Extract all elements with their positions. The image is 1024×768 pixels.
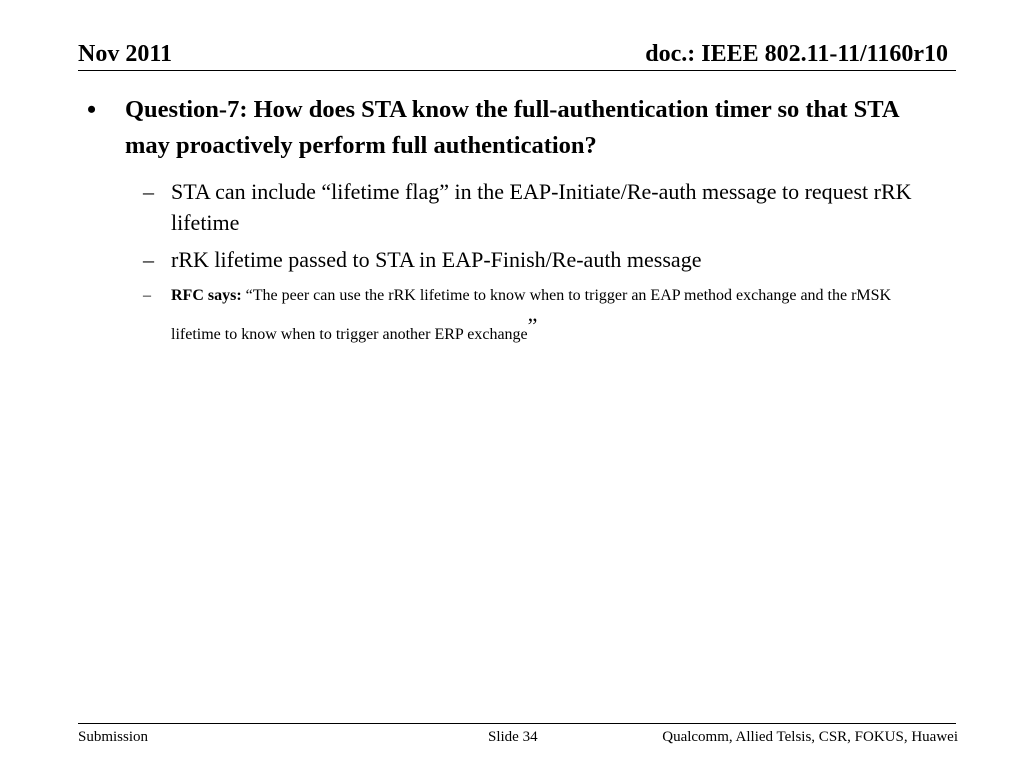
header-divider	[78, 70, 956, 71]
sub-bullet-rfc	[87, 281, 937, 350]
header-doc-id: doc.: IEEE 802.11-11/1160r10	[645, 41, 948, 67]
header-date: Nov 2011	[78, 41, 173, 67]
sub-bullet-marker: –	[143, 287, 151, 304]
rfc-text	[171, 281, 937, 350]
rfc-label: RFC says:	[171, 287, 242, 304]
slide-content	[87, 92, 937, 356]
rfc-closing-quote: ”	[527, 313, 538, 338]
question-bullet	[87, 92, 937, 164]
sub-bullet-text: STA can include “lifetime flag” in the EAP-Initiate/Re-auth message to request rRK lifetime	[171, 179, 912, 235]
footer-divider	[78, 723, 956, 724]
sub-bullet-lifetime-flag	[87, 176, 937, 238]
sub-bullet-text: rRK lifetime passed to STA in EAP-Finish/Re-auth message	[171, 247, 702, 272]
sub-bullet-marker: –	[143, 179, 154, 204]
sub-bullet-rrk-lifetime	[87, 244, 937, 275]
footer-authors: Qualcomm, Allied Telsis, CSR, FOKUS, Huawei	[662, 729, 958, 745]
question-text: Question-7: How does STA know the full-authentication timer so that STA may proactively perform full authentication?	[125, 96, 899, 159]
bullet-marker: •	[87, 95, 97, 124]
slide-number: Slide 34	[488, 729, 538, 745]
rfc-quote: “The peer can use the rRK lifetime to know when to trigger an EAP method exchange and the rMSK lifetime to know when to trigger another ERP exchange	[171, 287, 892, 343]
footer-submission: Submission	[78, 729, 149, 745]
sub-bullet-marker: –	[143, 247, 154, 272]
